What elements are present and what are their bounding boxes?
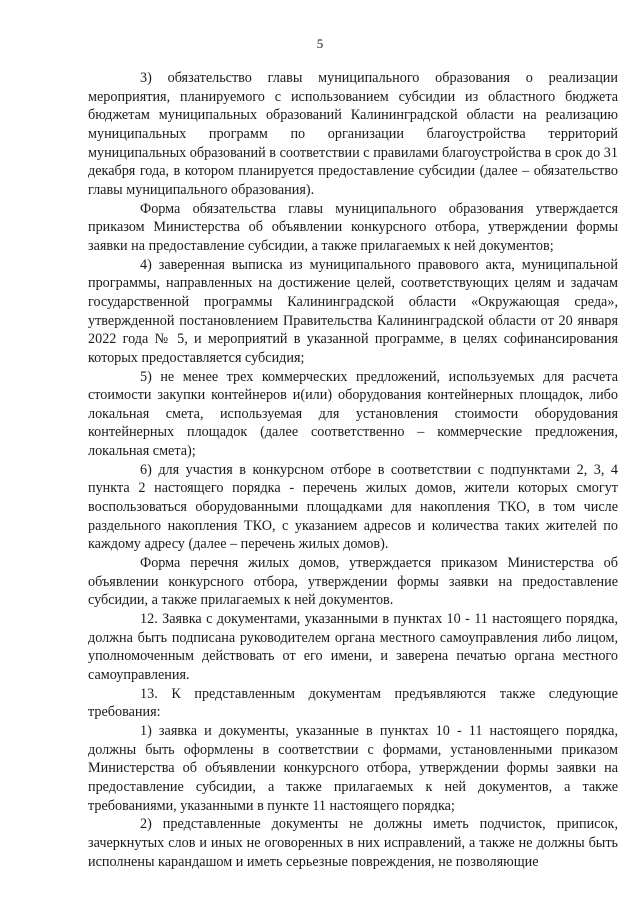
paragraph-certified-extract: 4) заверенная выписка из муниципального правового акта, муниципальной программы, направленных на достижение целей, соответствующих целям и задачам государственной программы Калининградской области «Окружающая среда», утвержденной постановлением Правительства Калининградской области от 20 января 2022 года № 5, и мероприятий в указанной программе, в целях софинансирования которых предоставляется субсидия;	[88, 256, 618, 366]
paragraph-houses-list-form: Форма перечня жилых домов, утверждается приказом Министерства об объявлении конкурсного отбора, утверждении формы заявки на предоставление субсидии, а также прилагаемых к ней документов.	[88, 555, 618, 609]
paragraph-clause-12: 12. Заявка с документами, указанными в пунктах 10 - 11 настоящего порядка, должна быть подписана руководителем органа местного самоуправления либо лицом, уполномоченным действовать от его имени, и заверена печатью органа местного самоуправления.	[88, 611, 618, 683]
document-body	[88, 69, 618, 871]
paragraph-requirement-2: 2) представленные документы не должны иметь подчисток, приписок, зачеркнутых слов и иных не оговоренных в них исправлений, а также не должны быть исполнены карандашом и иметь серьезные повреждения, не позволяющие	[88, 816, 618, 870]
paragraph-commercial-offers: 5) не менее трех коммерческих предложений, используемых для расчета стоимости закупки контейнеров и(или) оборудования контейнерных площадок, либо локальная смета, используемая для установления стоимости оборудования контейнерных площадок (далее соответственно – коммерческие предложения, локальная смета);	[88, 368, 618, 460]
paragraph-houses-list: 6) для участия в конкурсном отборе в соответствии с подпунктами 2, 3, 4 пункта 2 настоящего порядка - перечень жилых домов, жители которых смогут воспользоваться оборудованными площадками для накопления ТКО, в том числе раздельного накопления ТКО, с указанием адресов и количества таких жителей по каждому адресу (далее – перечень жилых домов).	[88, 461, 618, 553]
paragraph-clause-13: 13. К представленным документам предъявляются также следующие требования:	[88, 685, 618, 721]
paragraph-commitment: 3) обязательство главы муниципального образования о реализации мероприятия, планируемого с использованием субсидии из областного бюджета бюджетам муниципальных образований Калининградской области на реализацию муниципальных программ по организации благоустройства территорий муниципальных образований в соответствии с правилами благоустройства в срок до 31 декабря года, в котором планируется предоставление субсидии (далее – обязательство главы муниципального образования).	[88, 70, 618, 198]
paragraph-requirement-1: 1) заявка и документы, указанные в пунктах 10 - 11 настоящего порядка, должны быть оформлены в соответствии с формами, установленными приказом Министерства об объявлении конкурсного отбора, утверждении формы заявки на предоставление субсидии, а также прилагаемых к ней документов, а также требованиями, указанными в пункте 11 настоящего порядка;	[88, 722, 618, 814]
paragraph-commitment-form: Форма обязательства главы муниципального образования утверждается приказом Министерства об объявлении конкурсного отбора, утверждении формы заявки на предоставление субсидии, а также прилагаемых к ней документов;	[88, 200, 618, 254]
page-number: 5	[316, 36, 324, 51]
